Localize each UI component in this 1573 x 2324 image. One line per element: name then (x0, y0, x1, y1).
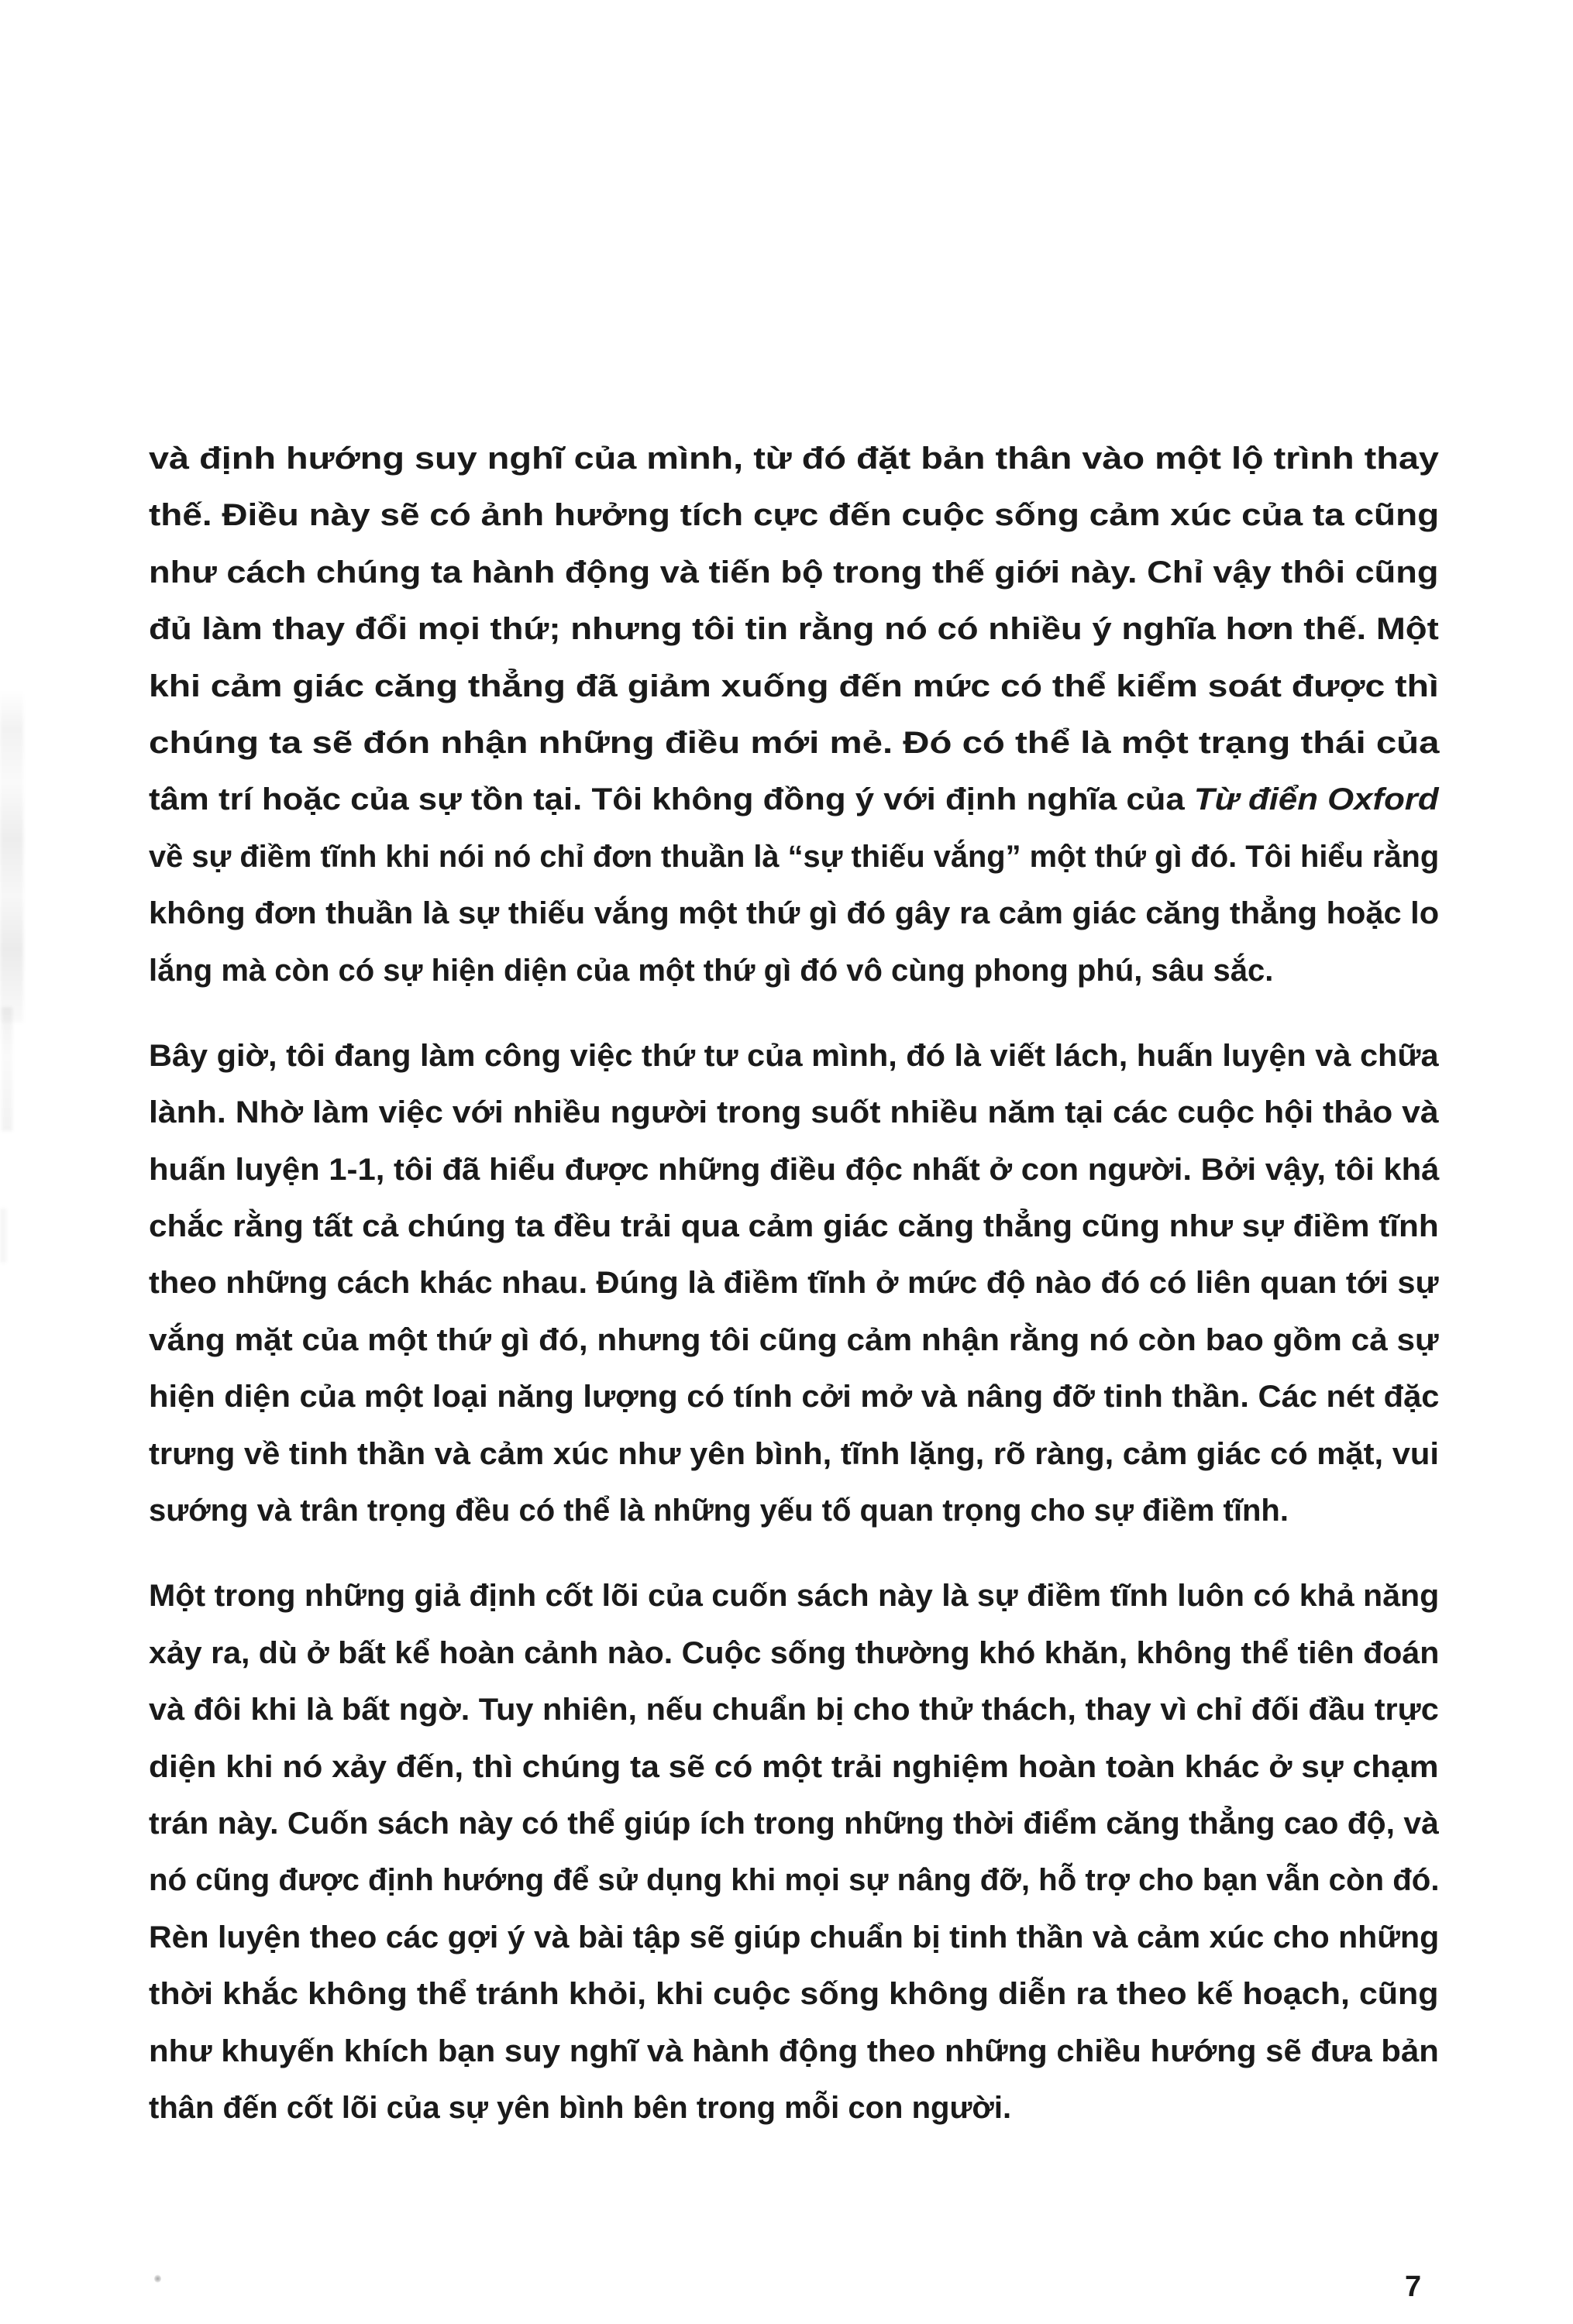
text-line: đủ làm thay đổi mọi thứ; nhưng tôi tin rằng nó có nhiều ý nghĩa hơn thế. Một (149, 612, 1439, 647)
text-line: huấn luyện 1-1, tôi đã hiểu được những điều độc nhất ở con người. Bởi vậy, tôi khá (149, 1152, 1440, 1187)
text-line: khi cảm giác căng thẳng đã giảm xuống đến mức có thể kiểm soát được thì (149, 669, 1439, 703)
text-line: tâm trí hoặc của sự tồn tại. Tôi không đồng ý với định nghĩa của Từ điển Oxford (149, 782, 1439, 817)
text-line: hiện diện của một loại năng lượng có tính cởi mở và nâng đỡ tinh thần. Các nét đặc (149, 1380, 1440, 1415)
text-line: nó cũng được định hướng để sử dụng khi mọi sự nâng đỡ, hỗ trợ cho bạn vẫn còn đó. (149, 1863, 1440, 1898)
page-number: 7 (1405, 2271, 1422, 2303)
scan-edge-artifact (2, 1007, 12, 1131)
text-line: lắng mà còn có sự hiện diện của một thứ gì đó vô cùng phong phú, sâu sắc. (149, 953, 1274, 988)
text-line: xảy ra, dù ở bất kể hoàn cảnh nào. Cuộc sống thường khó khăn, không thể tiên đoán (149, 1635, 1440, 1670)
text-line: thời khắc không thể tránh khỏi, khi cuộc sống không diễn ra theo kế hoạch, cũng (149, 1977, 1439, 2012)
text-line: Một trong những giả định cốt lõi của cuốn sách này là sự điềm tĩnh luôn có khả năng (149, 1579, 1440, 1614)
text-line: về sự điềm tĩnh khi nói nó chỉ đơn thuần là “sự thiếu vắng” một thứ gì đó. Tôi hiểu rằng (149, 839, 1440, 874)
text-line: và định hướng suy nghĩ của mình, từ đó đặt bản thân vào một lộ trình thay (149, 442, 1439, 476)
text-line: chúng ta sẽ đón nhận những điều mới mẻ. Đó có thể là một trạng thái của (149, 725, 1440, 760)
scan-edge-artifact (0, 689, 23, 1023)
body-text (149, 431, 1439, 2137)
text-line: sướng và trân trọng đều có thể là những yếu tố quan trọng cho sự điềm tĩnh. (149, 1494, 1289, 1528)
text-line: không đơn thuần là sự thiếu vắng một thứ gì đó gây ra cảm giác căng thẳng hoặc lo (149, 896, 1440, 931)
text-line: trán này. Cuốn sách này có thể giúp ích trong những thời điểm căng thẳng cao độ, và (149, 1806, 1439, 1841)
text-line: chắc rằng tất cả chúng ta đều trải qua cảm giác căng thẳng cũng như sự điềm tĩnh (149, 1209, 1439, 1244)
text-line: thân đến cốt lõi của sự yên bình bên trong mỗi con người. (149, 2090, 1012, 2125)
text-line: Rèn luyện theo các gợi ý và bài tập sẽ giúp chuẩn bị tinh thần và cảm xúc cho những (149, 1920, 1440, 1954)
text-line: Bây giờ, tôi đang làm công việc thứ tư của mình, đó là viết lách, huấn luyện và chữa (149, 1038, 1439, 1073)
paragraph (149, 1028, 1439, 1540)
paragraph (149, 1568, 1439, 2137)
scan-edge-artifact (0, 1208, 6, 1263)
text-line: thế. Điều này sẽ có ảnh hưởng tích cực đến cuộc sống cảm xúc của ta cũng (149, 498, 1440, 533)
text-line: theo những cách khác nhau. Đúng là điềm tĩnh ở mức độ nào đó có liên quan tới sự (149, 1266, 1439, 1301)
text-line: trưng về tinh thần và cảm xúc như yên bình, tĩnh lặng, rõ ràng, cảm giác có mặt, vui (149, 1436, 1439, 1471)
scan-speck (154, 2274, 161, 2283)
text-line: như khuyến khích bạn suy nghĩ và hành động theo những chiều hướng sẽ đưa bản (149, 2033, 1439, 2068)
text-line: vắng mặt của một thứ gì đó, nhưng tôi cũng cảm nhận rằng nó còn bao gồm cả sự (149, 1322, 1439, 1357)
text-line: như cách chúng ta hành động và tiến bộ trong thế giới này. Chỉ vậy thôi cũng (149, 555, 1439, 590)
text-line: lành. Nhờ làm việc với nhiều người trong suốt nhiều năm tại các cuộc hội thảo và (149, 1095, 1439, 1130)
paragraph (149, 431, 1439, 999)
text-line: diện khi nó xảy đến, thì chúng ta sẽ có một trải nghiệm hoàn toàn khác ở sự chạm (149, 1749, 1439, 1784)
text-line: và đôi khi là bất ngờ. Tuy nhiên, nếu chuẩn bị cho thử thách, thay vì chỉ đối đầu trực (149, 1693, 1439, 1728)
